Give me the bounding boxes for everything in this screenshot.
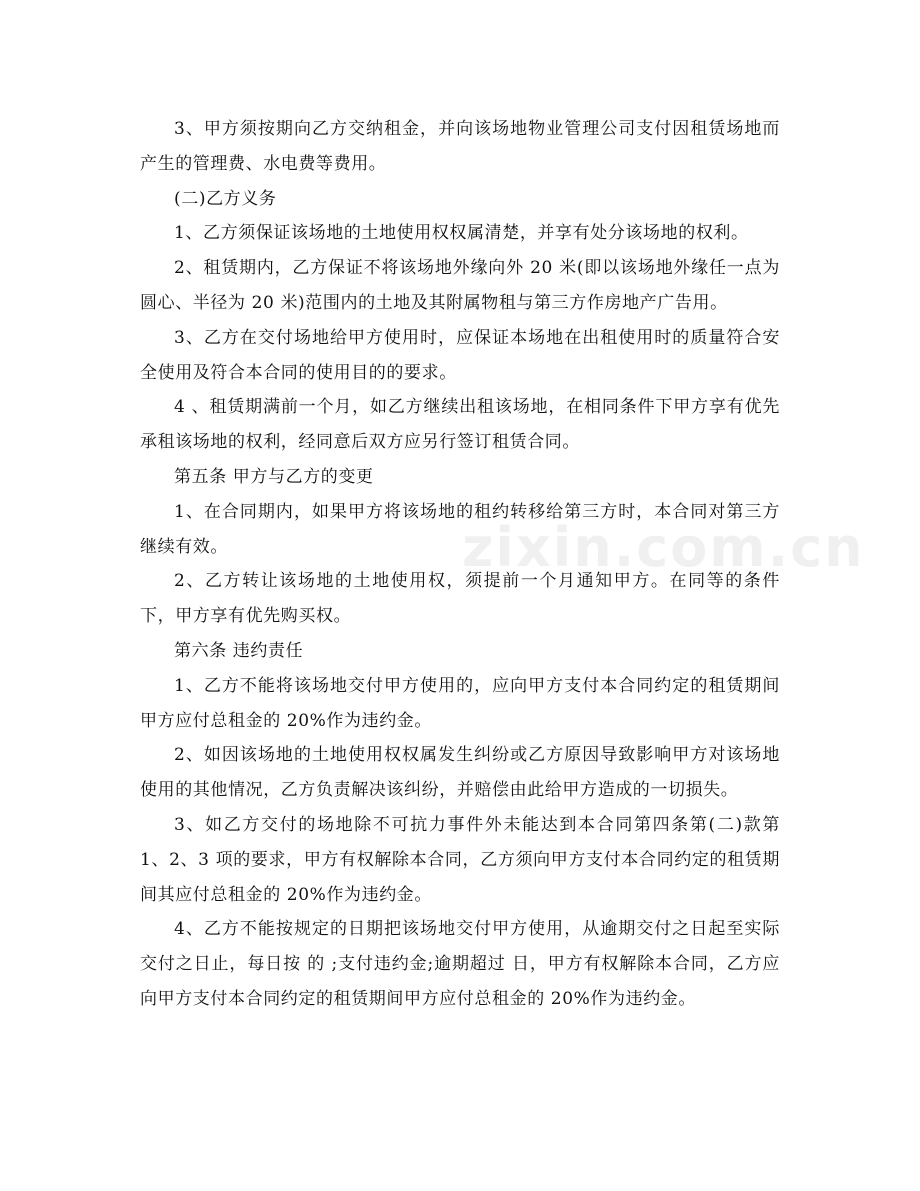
paragraph-land-rights: 1、乙方须保证该场地的土地使用权权属清楚，并享有处分该场地的权利。 bbox=[174, 223, 749, 244]
paragraph-requirements-breach: 3、如乙方交付的场地除不可抗力事件外未能达到本合同第四条第(二)款第 1、2、3 项的要求，甲方有权解除本合同，乙方须向甲方支付本合同约定的租赁期间其应付总租金的 20%作为违约金。 bbox=[140, 814, 780, 905]
paragraph-purchase-priority: 2、乙方转让该场地的土地使用权，须提前一个月通知甲方。在同等的条件下，甲方享有优先购买权。 bbox=[140, 571, 780, 627]
watermark: zixin.com.cn bbox=[462, 516, 865, 579]
paragraph-renewal-priority: 4 、租赁期满前一个月，如乙方继续出租该场地，在相同条件下甲方享有优先承租该场地的权利，经同意后双方应另行签订租赁合同。 bbox=[140, 397, 780, 453]
article-heading-changes: 第五条 甲方与乙方的变更 bbox=[174, 466, 374, 487]
section-heading-party-b-obligations: (二)乙方义务 bbox=[174, 188, 277, 209]
paragraph-lease-transfer: 1、在合同期内，如果甲方将该场地的租约转移给第三方时，本合同对第三方继续有效。 bbox=[140, 501, 780, 557]
paragraph-advertising-restriction: 2、租赁期内，乙方保证不将该场地外缘向外 20 米(即以该场地外缘任一点为圆心、半径为 20 米)范围内的土地及其附属物租与第三方作房地产广告用。 bbox=[140, 258, 780, 313]
paragraph-delivery-failure: 1、乙方不能将该场地交付甲方使用的，应向甲方支付本合同约定的租赁期间甲方应付总租金的 20%作为违约金。 bbox=[140, 675, 780, 731]
document-body bbox=[140, 112, 780, 1017]
paragraph-ownership-dispute: 2、如因该场地的土地使用权权属发生纠纷或乙方原因导致影响甲方对该场地使用的其他情况，乙方负责解决该纠纷，并赔偿由此给甲方造成的一切损失。 bbox=[140, 745, 780, 801]
article-heading-liability: 第六条 违约责任 bbox=[174, 640, 304, 661]
paragraph-late-delivery: 4、乙方不能按规定的日期把该场地交付甲方使用，从逾期交付之日起至实际交付之日止，每日按 的 ;支付违约金;逾期超过 日，甲方有权解除本合同，乙方应向甲方支付本合同约定的租赁期间甲方应付总租金的 20%作为违约金。 bbox=[140, 919, 780, 1009]
paragraph-site-quality: 3、乙方在交付场地给甲方使用时，应保证本场地在出租使用时的质量符合安全使用及符合本合同的使用目的的要求。 bbox=[140, 327, 780, 383]
paragraph-party-a-fees: 3、甲方须按期向乙方交纳租金，并向该场地物业管理公司支付因租赁场地而产生的管理费、水电费等费用。 bbox=[140, 119, 780, 174]
